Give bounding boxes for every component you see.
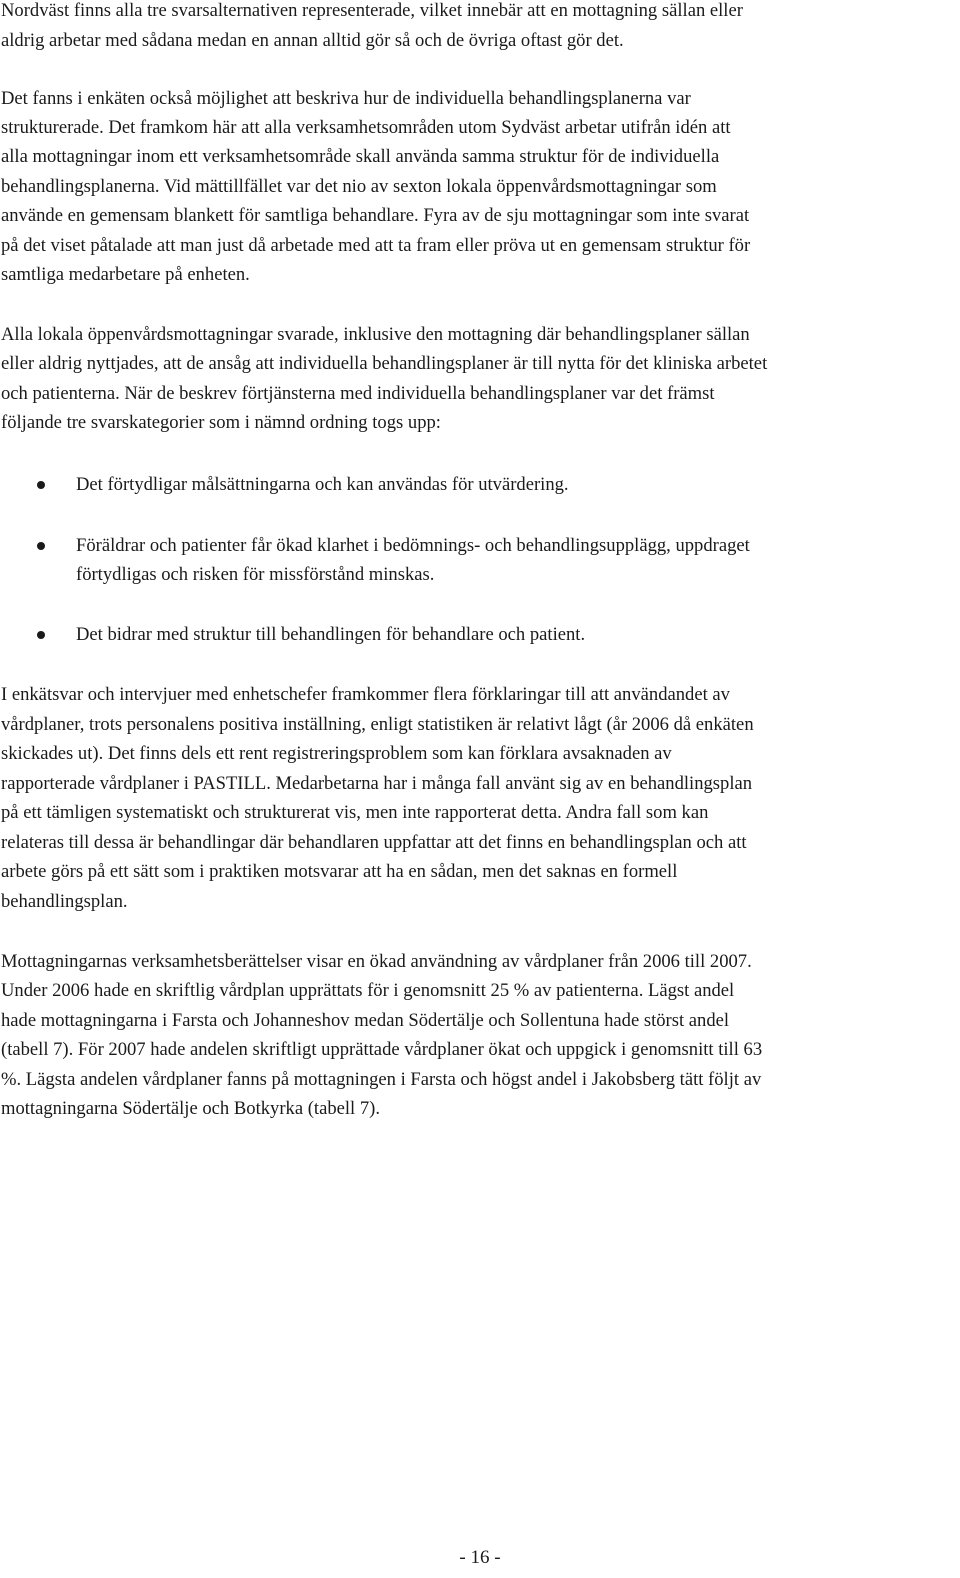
text-line: vårdplaner, trots personalens positiva inställning, enligt statistiken är relativt lågt (år 2006 då enkäten xyxy=(1,714,754,735)
text-line: Det fanns i enkäten också möjlighet att beskriva hur de individuella behandlingsplanerna var xyxy=(1,88,691,109)
list-item-text: Det förtydligar målsättningarna och kan användas för utvärdering. xyxy=(76,474,569,495)
text-line: på ett tämligen systematiskt och strukturerat vis, men inte rapporterat detta. Andra fall som kan xyxy=(1,802,709,823)
text-line: och patienterna. När de beskrev förtjänsterna med individuella behandlingsplaner var det främst xyxy=(1,383,715,404)
text-line: I enkätsvar och intervjuer med enhetschefer framkommer flera förklaringar till att användandet av xyxy=(1,684,730,705)
text-line: (tabell 7). För 2007 hade andelen skriftligt upprättade vårdplaner ökat och uppgick i genomsnitt till 63 xyxy=(1,1039,763,1060)
text-line: behandlingsplanerna. Vid mättillfället var det nio av sexton lokala öppenvårdsmottagningar som xyxy=(1,176,717,197)
text-line: strukturerade. Det framkom här att alla verksamhetsområden utom Sydväst arbetar utifrån idén att xyxy=(1,117,731,138)
text-line: aldrig arbetar med sådana medan en annan alltid gör så och de övriga oftast gör det. xyxy=(1,30,624,51)
text-line: %. Lägsta andelen vårdplaner fanns på mottagningen i Farsta och högst andel i Jakobsberg tätt följt av xyxy=(1,1069,762,1090)
bullet-icon xyxy=(37,542,45,550)
text-line: på det viset påtalade att man just då arbetade med att ta fram eller pröva ut en gemensam struktur för xyxy=(1,235,751,256)
list-item-text: Föräldrar och patienter får ökad klarhet i bedömnings- och behandlingsupplägg, uppdraget xyxy=(76,535,750,556)
text-line: alla mottagningar inom ett verksamhetsområde skall använda samma struktur för de individuella xyxy=(1,146,720,167)
text-line: relateras till dessa är behandlingar där behandlaren uppfattar att det finns en behandlingsplan och att xyxy=(1,832,747,853)
list-item-text: Det bidrar med struktur till behandlingen för behandlare och patient. xyxy=(76,624,586,645)
bullet-icon xyxy=(37,631,45,639)
text-line: eller aldrig nyttjades, att de ansåg att individuella behandlingsplaner är till nytta för det kliniska arbetet xyxy=(1,353,768,374)
text-line: följande tre svarskategorier som i nämnd ordning togs upp: xyxy=(1,412,441,433)
text-line: rapporterade vårdplaner i PASTILL. Medarbetarna har i många fall använt sig av en behandlingsplan xyxy=(1,773,753,794)
text-line: mottagningarna Södertälje och Botkyrka (tabell 7). xyxy=(1,1098,380,1119)
text-line: Mottagningarnas verksamhetsberättelser visar en ökad användning av vårdplaner från 2006 till 2007. xyxy=(1,951,752,972)
text-line: Alla lokala öppenvårdsmottagningar svarade, inklusive den mottagning där behandlingsplaner sällan xyxy=(1,324,750,345)
list-item-text: förtydligas och risken för missförstånd minskas. xyxy=(76,564,435,585)
text-line: hade mottagningarna i Farsta och Johanneshov medan Södertälje och Sollentuna hade störst andel xyxy=(1,1010,730,1031)
text-line: Under 2006 hade en skriftlig vårdplan upprättats för i genomsnitt 25 % av patienterna. Lägst andel xyxy=(1,980,735,1001)
text-line: Nordväst finns alla tre svarsalternativen representerade, vilket innebär att en mottagning sällan eller xyxy=(1,0,743,21)
bullet-icon xyxy=(37,481,45,489)
text-line: arbete görs på ett sätt som i praktiken motsvarar att ha en sådan, men det saknas en formell xyxy=(1,861,678,882)
page-number: - 16 - xyxy=(459,1547,501,1568)
text-line: skickades ut). Det finns dels ett rent registreringsproblem som kan förklara avsaknaden av xyxy=(1,743,672,764)
text-line: samtliga medarbetare på enheten. xyxy=(1,264,250,285)
text-line: behandlingsplan. xyxy=(1,891,128,912)
text-line: använde en gemensam blankett för samtliga behandlare. Fyra av de sju mottagningar som inte svarat xyxy=(1,205,750,226)
